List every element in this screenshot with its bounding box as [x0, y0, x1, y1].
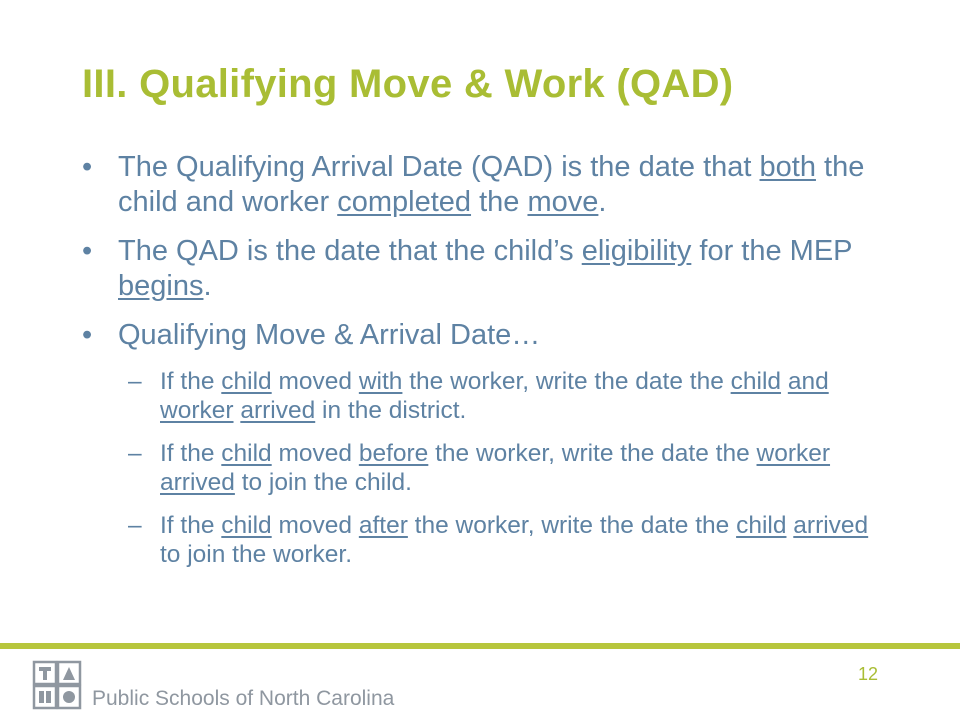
emphasis-text: child	[221, 512, 272, 539]
bullet-text: If the	[160, 368, 222, 395]
bullet-text: moved	[271, 368, 359, 395]
bullet-text: The QAD is the date that the child’s	[118, 235, 582, 267]
sub-bullet-marker: –	[128, 368, 142, 395]
sub-bullet-marker: –	[128, 440, 142, 467]
sub-bullet-item	[82, 439, 882, 497]
emphasis-text: before	[358, 440, 429, 467]
bullet-text: the	[471, 186, 528, 218]
bullet-marker: •	[82, 235, 93, 267]
page-number: 12	[858, 664, 879, 684]
bullet-text: in the district.	[315, 397, 467, 424]
bullet-text: the child and worker	[118, 151, 865, 218]
slide-content	[82, 150, 882, 583]
bullet-marker: •	[82, 151, 93, 183]
bullet-marker: •	[82, 319, 93, 351]
emphasis-text: worker	[160, 397, 234, 424]
bullet-text: The Qualifying Arrival Date (QAD) is the date that	[118, 151, 760, 183]
bullet-text: to join the child.	[234, 469, 412, 496]
ncdpi-logo-icon	[30, 658, 84, 712]
sub-bullet-item	[82, 367, 882, 425]
emphasis-text: with	[358, 368, 403, 395]
bullet-text: to join the worker.	[160, 541, 353, 568]
bullet-text: If the	[160, 512, 222, 539]
bullet-text: the worker, write the date the	[402, 368, 731, 395]
emphasis-text: after	[358, 512, 408, 539]
footer-rule	[0, 643, 960, 649]
emphasis-text: completed	[337, 186, 472, 218]
bullet-text: moved	[271, 512, 359, 539]
emphasis-text: move	[527, 186, 599, 218]
organization-name: Public Schools of North Carolina	[92, 687, 395, 710]
sub-bullet-item	[82, 511, 882, 569]
bullet-item	[82, 234, 882, 304]
bullet-text	[781, 368, 788, 395]
emphasis-text: and	[787, 368, 829, 395]
bullet-text: If the	[160, 440, 222, 467]
bullet-text: .	[598, 186, 607, 218]
bullet-item	[82, 150, 882, 220]
emphasis-text: child	[221, 440, 272, 467]
bullet-text: for the MEP	[691, 235, 852, 267]
emphasis-text: arrived	[160, 469, 235, 496]
bullet-text: the worker, write the date the	[428, 440, 757, 467]
emphasis-text: begins	[118, 270, 204, 302]
bullet-text: Qualifying Move & Arrival Date…	[118, 319, 541, 351]
bullet-text: the worker, write the date the	[407, 512, 737, 539]
emphasis-text: child	[730, 368, 782, 395]
emphasis-text: worker	[756, 440, 831, 467]
bullet-item	[82, 318, 882, 353]
emphasis-text: eligibility	[581, 235, 692, 267]
slide-title: III. Qualifying Move & Work (QAD)	[82, 62, 734, 106]
emphasis-text: arrived	[793, 512, 869, 539]
bullet-text: moved	[271, 440, 359, 467]
sub-bullet-marker: –	[128, 512, 142, 539]
emphasis-text: arrived	[240, 397, 316, 424]
bullet-text: .	[203, 270, 212, 302]
emphasis-text: both	[759, 151, 816, 183]
emphasis-text: child	[736, 512, 787, 539]
emphasis-text: child	[221, 368, 272, 395]
